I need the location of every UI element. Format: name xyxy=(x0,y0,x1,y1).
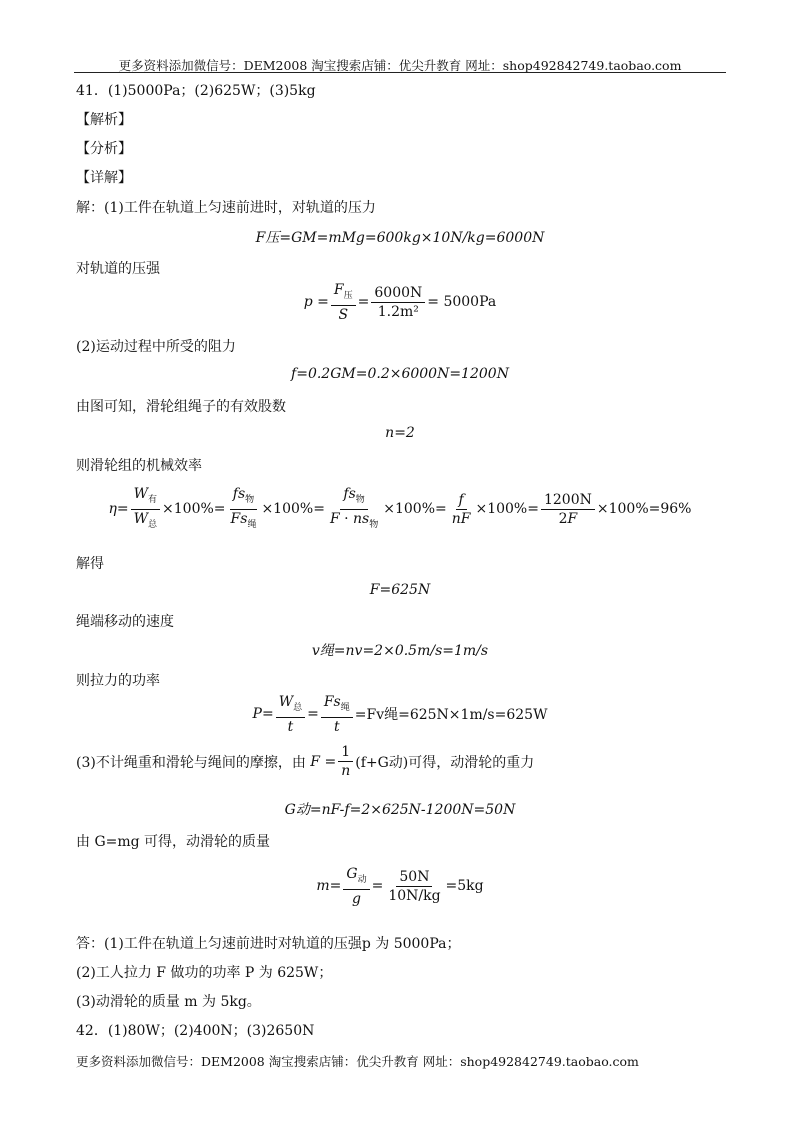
equation-force: F=625N xyxy=(369,582,431,598)
equation-power: P = $\frac{W_总}{t}$ = $\frac{Fs_绳}{t}$ =Fv绳=625N×1m/s=625W xyxy=(252,694,548,735)
equation-resistance: f=0.2GM=0.2×6000N=1200N xyxy=(291,366,509,382)
equation-pulley-weight: G动=nF-f=2×625N-1200N=50N xyxy=(284,802,516,818)
header-rule xyxy=(74,72,726,73)
solution-step-2: 对轨道的压强 xyxy=(76,261,160,277)
solution-step-6: 解得 xyxy=(76,556,104,572)
equation-pressure: p = $\frac{F_压}{S}$ = $\frac{6000N}{\text{1.2m²}}$ = 5000Pa xyxy=(303,282,497,323)
solution-step-8: 则拉力的功率 xyxy=(76,673,160,689)
solution-step-1: 解：(1)工件在轨道上匀速前进时，对轨道的压力 xyxy=(76,200,376,216)
solution-step-4: 由图可知，滑轮组绳子的有效股数 xyxy=(76,399,286,415)
q41-answer: 41．(1)5000Pa；(2)625W；(3)5kg xyxy=(76,83,316,99)
solution-step-10: 由 G=mg 可得，动滑轮的质量 xyxy=(76,834,271,850)
answer-line-2: (2)工人拉力 F 做功的功率 P 为 625W； xyxy=(76,965,333,981)
solution-step-9: (3)不计绳重和滑轮与绳间的摩擦，由 F = $\frac{1}{n}$ (f+G动)可得，动滑轮的重力 xyxy=(76,744,535,779)
solution-step-5: 则滑轮组的机械效率 xyxy=(76,458,202,474)
q42-answer: 42．(1)80W；(2)400N；(3)2650N xyxy=(76,1023,315,1039)
fenxi-heading: 【分析】 xyxy=(76,141,132,157)
xiangjie-heading: 【详解】 xyxy=(76,170,132,186)
solution-step-7: 绳端移动的速度 xyxy=(76,614,174,630)
solution-step-3: (2)运动过程中所受的阻力 xyxy=(76,339,236,355)
page-header: 更多资料添加微信号：DEM2008 淘宝搜索店铺：优尖升教育 网址：shop492842749.taobao.com xyxy=(118,58,682,73)
equation-pulley-mass: m = $\frac{G_动}{g}$ = $\frac{50N}{10N/kg}$ =5kg xyxy=(316,866,484,907)
equation-efficiency: η = $\frac{W_有}{W_总}$ ×100%= $\frac{fs_物}{Fs_绳}$ ×100%= $\frac{fs_物}{F \cdot ns_物}$ ×100%= $\frac{f}{nF}$ ×100%= $\frac{1200N}{2F}$ ×100%=96% xyxy=(108,486,692,530)
jiexi-heading: 【解析】 xyxy=(76,112,132,128)
equation-rope-count: n=2 xyxy=(385,425,415,441)
equation-velocity: v绳=nv=2×0.5m/s=1m/s xyxy=(311,643,489,659)
answer-line-3: (3)动滑轮的质量 m 为 5kg。 xyxy=(76,994,261,1010)
answer-line-1: 答：(1)工件在轨道上匀速前进时对轨道的压强p 为 5000Pa； xyxy=(76,936,461,952)
page-footer: 更多资料添加微信号：DEM2008 淘宝搜索店铺：优尖升教育 网址：shop492842749.taobao.com xyxy=(76,1054,639,1069)
equation-pressure-force: F压=GM=mMg=600kg×10N/kg=6000N xyxy=(255,230,545,246)
